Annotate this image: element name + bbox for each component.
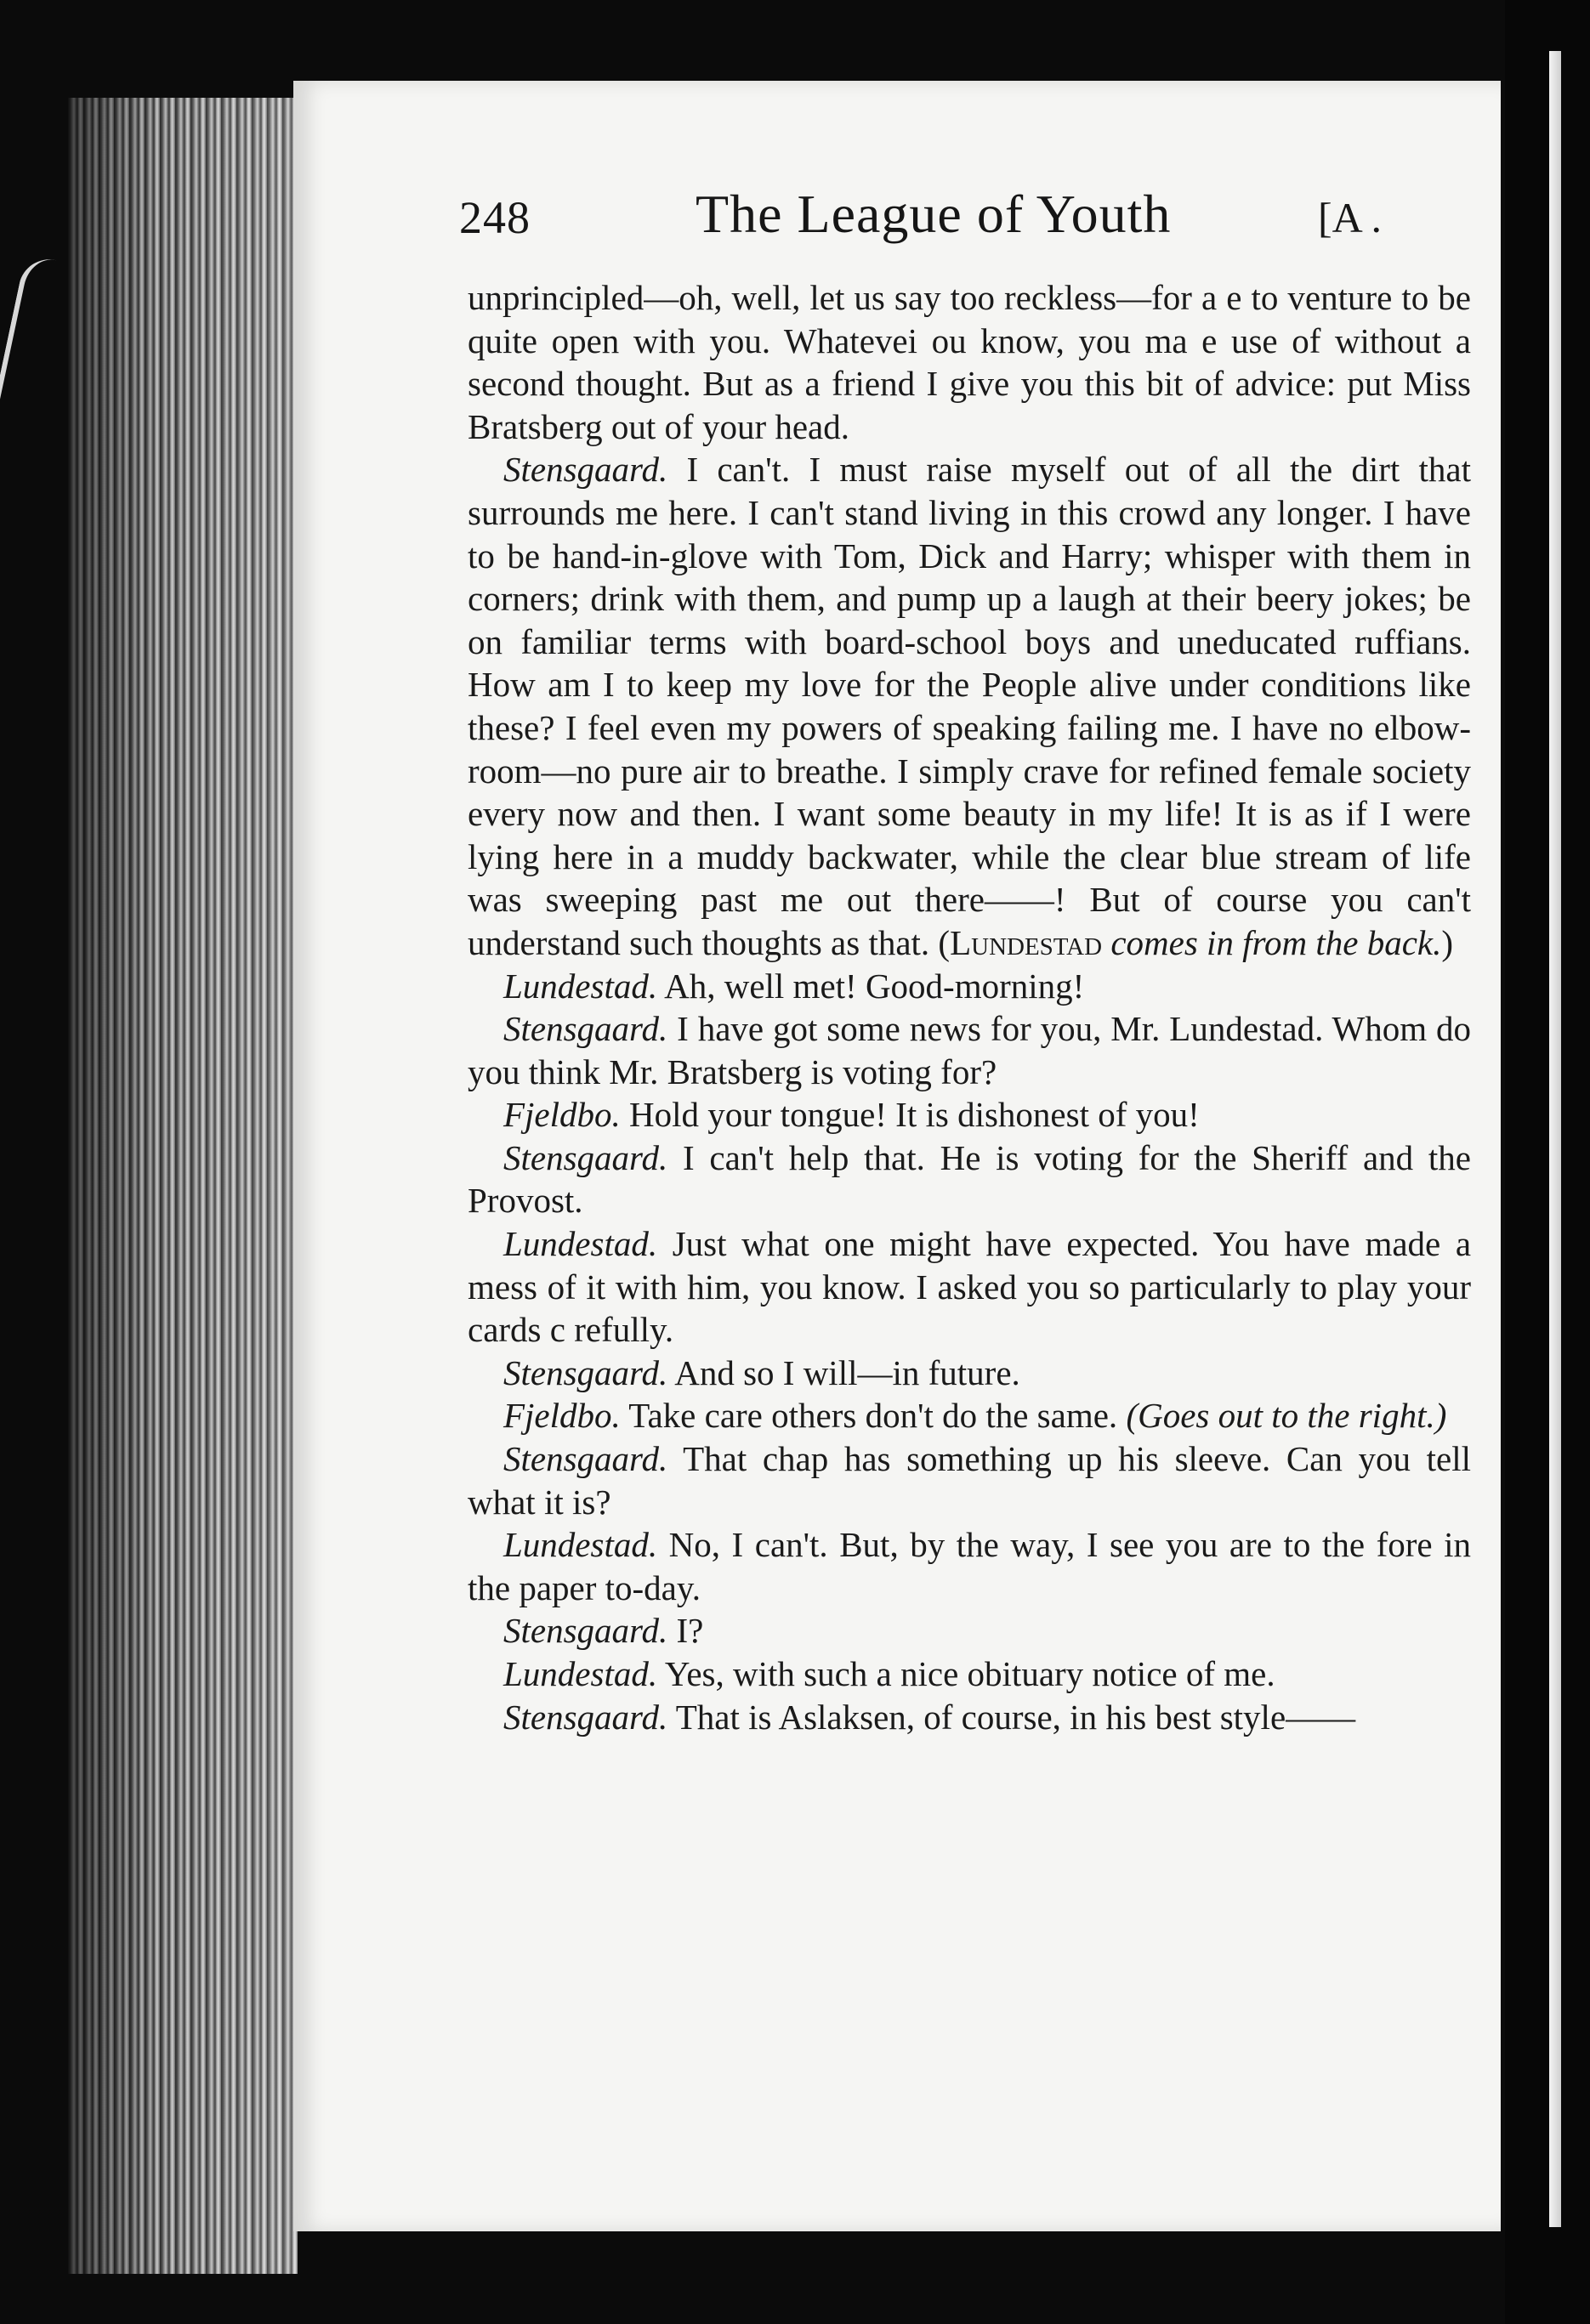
direction-open: ( <box>938 922 951 962</box>
dialogue-text: I? <box>676 1611 704 1651</box>
speaker-name: Stensgaard. <box>503 1439 668 1479</box>
stage-direction <box>938 923 1453 962</box>
dialogue-text: No, I can't. But, by the way, I see you are to the fore in the paper to-day. <box>468 1525 1472 1607</box>
speaker-name: Fjeldbo. <box>503 1396 621 1436</box>
dialogue-paragraph <box>468 1652 1471 1696</box>
speaker-name: Lundestad. <box>503 1525 658 1565</box>
speaker-name: Stensgaard. <box>503 1009 668 1049</box>
dialogue-paragraph <box>468 1007 1471 1093</box>
dialogue-paragraph <box>468 1609 1471 1652</box>
act-marker: [A . <box>1318 194 1382 241</box>
dialogue-paragraph <box>468 1394 1471 1437</box>
page-header <box>459 183 1462 259</box>
dialogue-paragraph <box>468 965 1471 1008</box>
speaker-name: Stensgaard. <box>503 1137 668 1177</box>
dialogue-paragraph <box>468 1222 1471 1352</box>
speaker-name: Stensgaard. <box>503 450 668 490</box>
dialogue-paragraph <box>468 1136 1471 1222</box>
dialogue-text: I have got some news for you, Mr. Lundestad. Whom do you think Mr. Bratsberg is voting for? <box>468 1009 1471 1091</box>
dialogue-paragraph <box>468 448 1471 964</box>
dialogue-text: I can't. I must raise myself out of all the dirt that surrounds me here. I can't stand living in this crowd any longer. I have to be hand-in-glove with Tom, Dick and Harry; whisper with them in corners; drink with them, and pump up a laugh at their beery jokes; be on familiar terms with board-school boys and uneducated ruffians. How am I to keep my love for the People alive under conditions like these? I feel even my powers of speaking failing me. I have no elbow-room—no pure air to breathe. I simply crave for refined female society every now and then. I want some beauty in my life! It is as if I were lying here in a muddy backwater, while the clear blue stream of life was sweeping past me out there——! But of course you can't understand such thoughts as that. <box>468 450 1471 962</box>
dialogue-text: Take care others don't do the same. <box>628 1396 1118 1436</box>
dialogue-text: That chap has something up his sleeve. Can you tell what it is? <box>468 1439 1471 1522</box>
scan-artifact-mark <box>0 254 55 435</box>
dialogue-paragraph <box>468 1696 1471 1739</box>
page-edges-shadow <box>68 98 298 2274</box>
page-number: 248 <box>459 192 531 243</box>
dialogue-text: I can't help that. He is voting for the Sheriff and the Provost. <box>468 1137 1472 1221</box>
page-body <box>468 276 1471 1738</box>
paragraph-continuation <box>468 276 1471 448</box>
dialogue-text: Ah, well met! Good-morning! <box>664 966 1085 1006</box>
dialogue-paragraph <box>468 1523 1471 1609</box>
dialogue-text: Hold your tongue! It is dishonest of you! <box>629 1095 1200 1135</box>
direction-text: comes in from the back. <box>1110 922 1442 962</box>
running-title: The League of Youth <box>696 184 1172 244</box>
speaker-name: Stensgaard. <box>503 1611 668 1651</box>
dialogue-paragraph <box>468 1352 1471 1395</box>
speaker-name: Lundestad. <box>503 966 658 1006</box>
dialogue-paragraph <box>468 1093 1471 1136</box>
speaker-name: Stensgaard. <box>503 1697 668 1737</box>
direction-character: Lundestad <box>950 922 1103 962</box>
speaker-name: Fjeldbo. <box>503 1095 621 1135</box>
paragraph-text: unprincipled—oh, well, let us say too reckless—for a e to venture to be quite open with you. Whatevei ou know, you ma e use of without a second thought. But as a friend I give you this bit of advice: put Miss Bratsberg out of your head. <box>468 278 1471 446</box>
right-margin-dark <box>1505 0 1590 2324</box>
speaker-name: Lundestad. <box>503 1654 658 1693</box>
speaker-name: Lundestad. <box>503 1224 658 1264</box>
stage-direction: (Goes out to the right.) <box>1126 1396 1447 1436</box>
dialogue-paragraph <box>468 1437 1471 1523</box>
dialogue-text: Just what one might have expected. You have made a mess of it with him, you know. I asked you so particularly to play your cards c refully. <box>468 1224 1472 1350</box>
dialogue-text: That is Aslaksen, of course, in his best style—— <box>675 1697 1356 1737</box>
direction-close: ) <box>1441 922 1454 962</box>
dialogue-text: And so I will—in future. <box>674 1352 1020 1392</box>
speaker-name: Stensgaard. <box>503 1352 668 1392</box>
facing-page-edge <box>1549 51 1561 2227</box>
dialogue-text: Yes, with such a nice obituary notice of me. <box>664 1654 1275 1693</box>
